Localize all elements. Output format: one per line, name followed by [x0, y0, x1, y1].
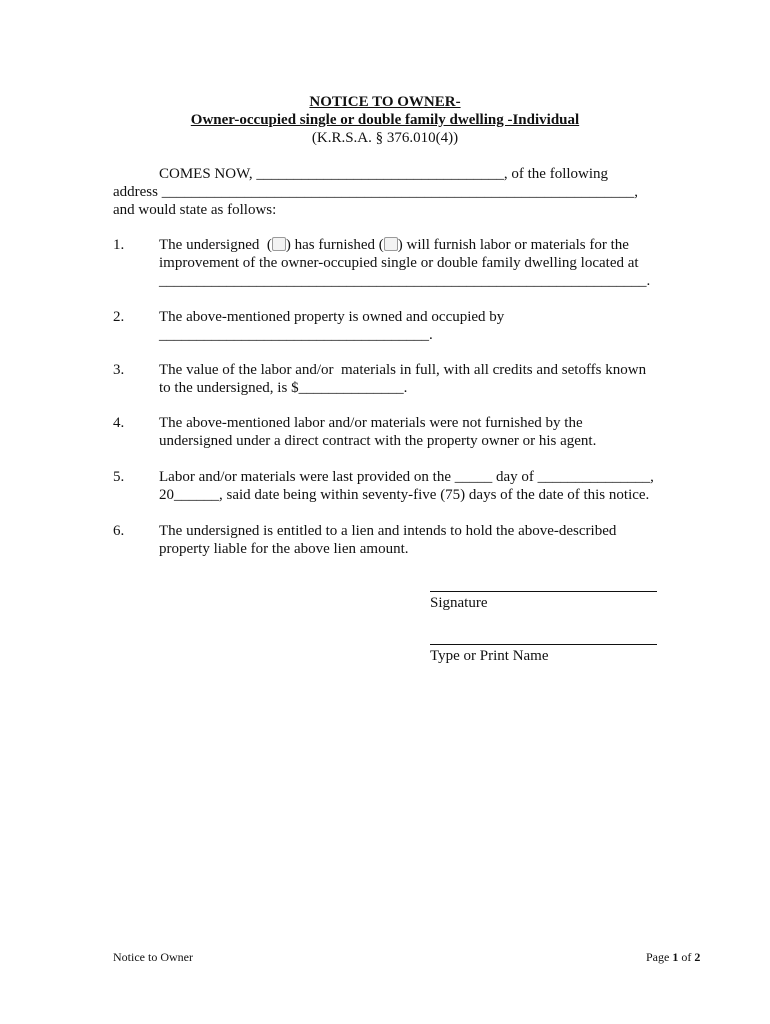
dwelling-location-field[interactable]: _________________________________________________________________: [159, 273, 647, 289]
footer-title: Notice to Owner: [113, 950, 193, 964]
page-total: 2: [694, 950, 701, 964]
owner-name-field[interactable]: ____________________________________: [159, 327, 429, 343]
intro-line: COMES NOW, _________________________________, of the following: [159, 166, 609, 182]
signature-line[interactable]: [430, 591, 657, 592]
item-4-line-1: The above-mentioned labor and/or materials were not furnished by the: [159, 415, 583, 431]
lien-amount-field[interactable]: ______________: [298, 380, 404, 396]
item-1-number: 1.: [113, 237, 125, 253]
item-1-line-1: The undersigned ( ) has furnished ( ) will furnish labor or materials for the: [159, 237, 629, 253]
print-name-line[interactable]: [430, 644, 657, 645]
item-2-line-2: ____________________________________.: [159, 327, 433, 343]
item-6-line-2: property liable for the above lien amount.: [159, 541, 409, 557]
claimant-name-field[interactable]: _________________________________: [256, 166, 504, 182]
month-field[interactable]: _______________: [537, 469, 651, 485]
day-field[interactable]: _____: [454, 469, 493, 485]
statute-reference: (K.R.S.A. § 376.010(4)): [311, 130, 459, 146]
document-title: NOTICE TO OWNER-: [309, 94, 461, 110]
has-furnished-checkbox[interactable]: [272, 237, 286, 251]
item-6-number: 6.: [113, 523, 125, 539]
year-field[interactable]: ______: [174, 487, 219, 503]
item-3-number: 3.: [113, 362, 125, 378]
item-5-line-2: 20______, said date being within seventy-five (75) days of the date of this notice.: [159, 487, 650, 503]
state-as-follows: and would state as follows:: [113, 202, 277, 218]
item-1-line-2: improvement of the owner-occupied single or double family dwelling located at: [159, 255, 639, 271]
page-current: 1: [672, 950, 679, 964]
item-5-number: 5.: [113, 469, 125, 485]
signature-label: Signature: [430, 595, 488, 611]
address-field[interactable]: _______________________________________________________________: [161, 184, 635, 200]
item-5-line-1: Labor and/or materials were last provided on the _____ day of _______________,: [159, 469, 654, 485]
document-subtitle: Owner-occupied single or double family dwelling -Individual: [190, 112, 580, 128]
item-4-line-2: undersigned under a direct contract with the property owner or his agent.: [159, 433, 597, 449]
will-furnish-checkbox[interactable]: [384, 237, 398, 251]
print-name-label: Type or Print Name: [430, 648, 549, 664]
item-3-line-1: The value of the labor and/or materials in full, with all credits and setoffs known: [159, 362, 647, 378]
item-6-line-1: The undersigned is entitled to a lien and intends to hold the above-described: [159, 523, 617, 539]
item-1-line-3: _________________________________________________________________.: [159, 273, 651, 289]
address-line: address _______________________________________________________________,: [113, 184, 638, 200]
item-2-line-1: The above-mentioned property is owned and occupied by: [159, 309, 505, 325]
item-4-number: 4.: [113, 415, 125, 431]
item-2-number: 2.: [113, 309, 125, 325]
item-3-line-2: to the undersigned, is $______________.: [159, 380, 408, 396]
page-number: Page 1 of 2: [646, 950, 701, 964]
